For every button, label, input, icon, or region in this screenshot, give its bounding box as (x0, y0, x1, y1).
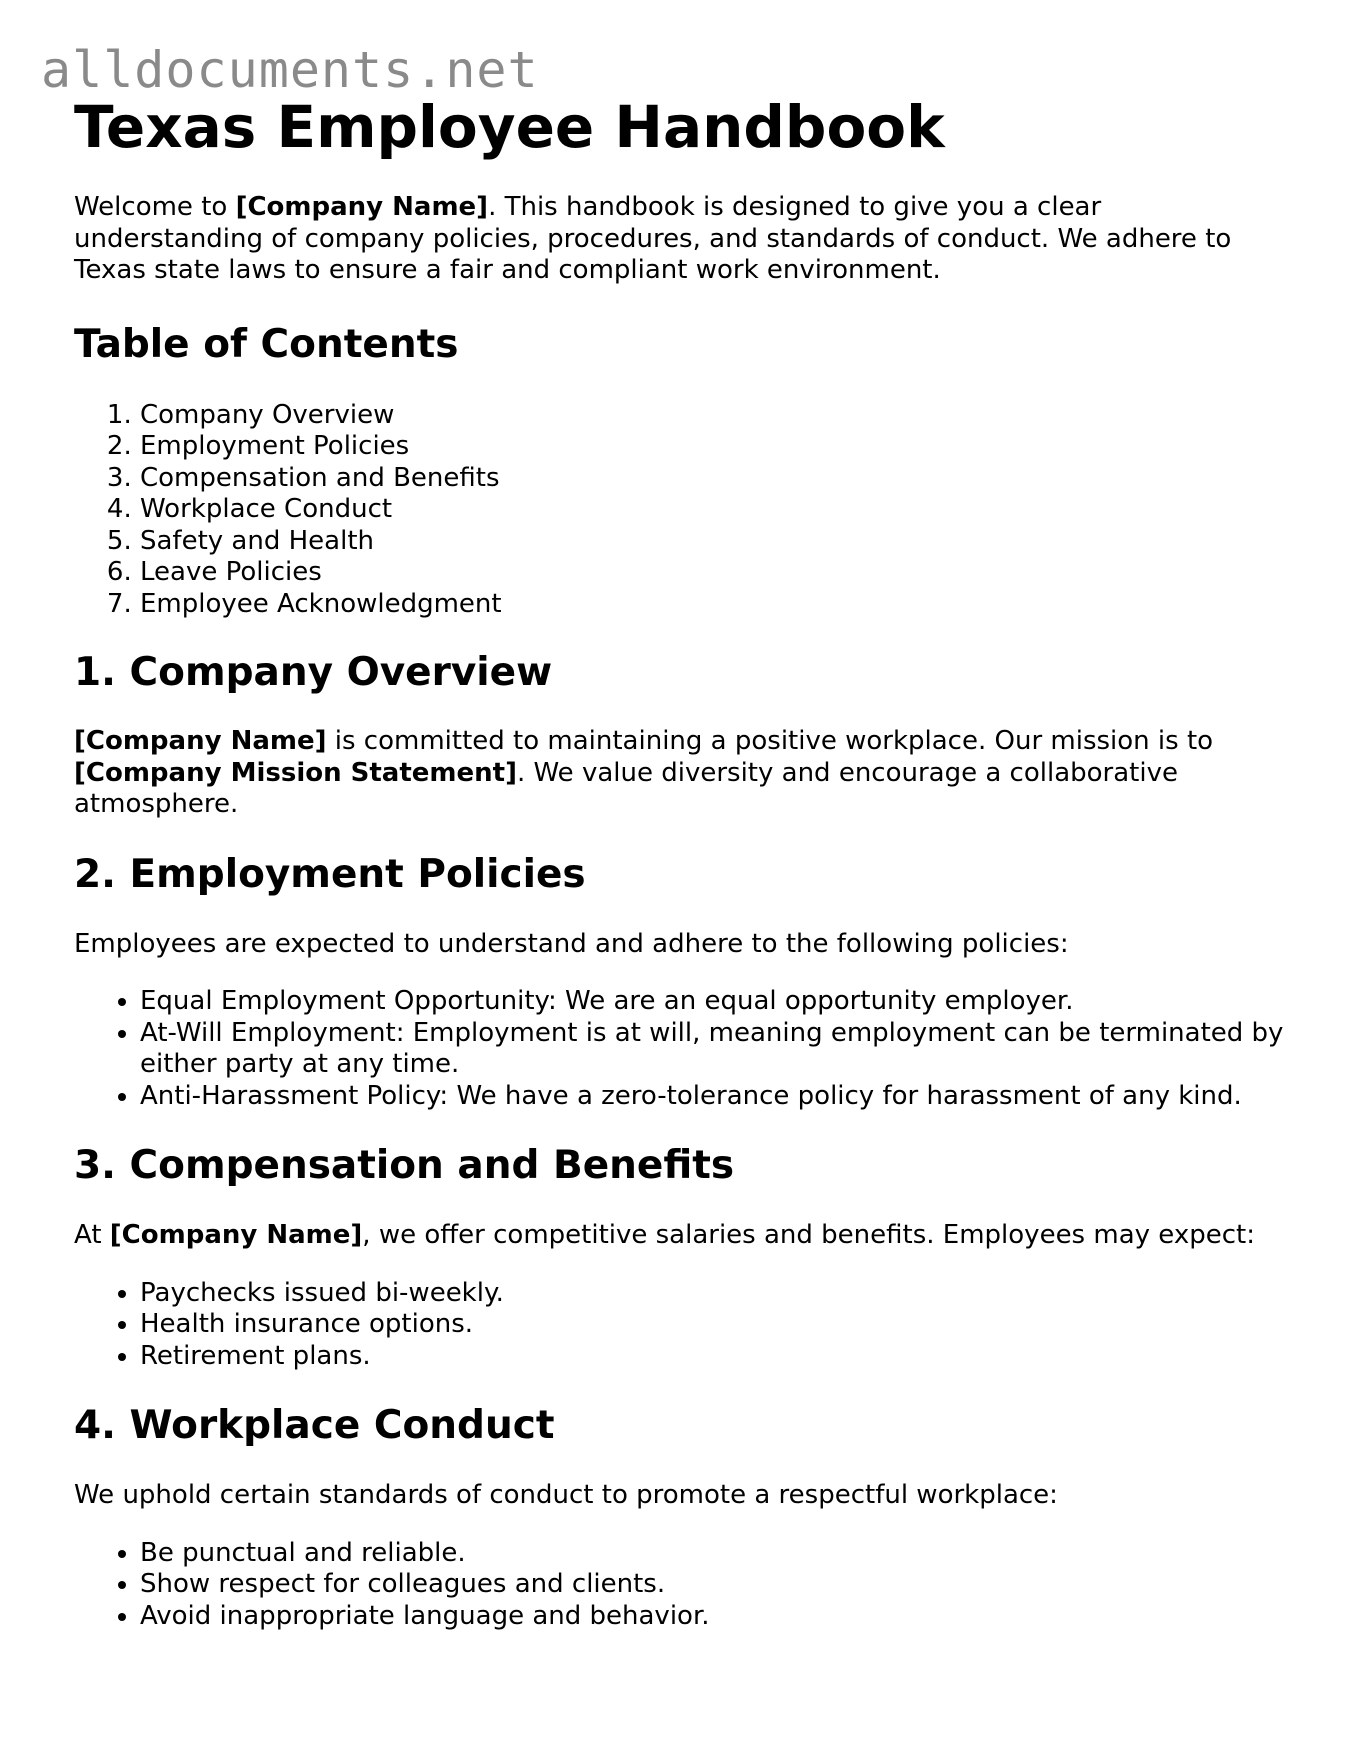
compensation-prefix: At (74, 1220, 110, 1250)
toc-item: 6. Leave Policies (140, 557, 1294, 589)
toc-item: 5. Safety and Health (140, 526, 1294, 558)
section-heading-company-overview: 1. Company Overview (74, 650, 553, 695)
intro-prefix: Welcome to (74, 192, 236, 222)
watermark: alldocuments.net (41, 41, 539, 99)
company-overview-text-b: . We value diversity and encourage a collaborative atmosphere. (74, 757, 1178, 819)
document-title: Texas Employee Handbook (74, 93, 945, 161)
workplace-conduct-list (74, 1538, 1294, 1633)
compensation-list (74, 1278, 1294, 1373)
mission-statement-placeholder: [Company Mission Statement] (74, 757, 517, 788)
toc-list (74, 400, 1294, 621)
section-heading-employment-policies: 2. Employment Policies (74, 851, 586, 897)
company-name-placeholder: [Company Name] (74, 726, 327, 756)
list-item: • Paychecks issued bi-weekly. (140, 1278, 1294, 1310)
list-item: • Show respect for colleagues and clients. (140, 1569, 1294, 1601)
company-overview-paragraph (74, 726, 1294, 821)
list-item: • Anti-Harassment Policy: We have a zero-tolerance policy for harassment of any kind. (140, 1081, 1294, 1113)
employment-policies-paragraph: Employees are expected to understand and adhere to the following policies: (74, 928, 1069, 959)
employment-policies-list (74, 986, 1294, 1112)
toc-item: 3. Compensation and Benefits (140, 463, 1294, 495)
toc-item: 4. Workplace Conduct (140, 494, 1294, 526)
list-item: • Equal Employment Opportunity: We are an equal opportunity employer. (140, 986, 1294, 1018)
document-page (74, 92, 1294, 1632)
section-heading-workplace-conduct: 4. Workplace Conduct (74, 1403, 555, 1448)
section-heading-compensation-benefits: 3. Compensation and Benefits (74, 1143, 735, 1188)
toc-item: 7. Employee Acknowledgment (140, 589, 1294, 621)
toc-item: 1. Company Overview (140, 400, 1294, 432)
intro-suffix: . This handbook is designed to give you a clear understanding of company policies, procedures, and standards of conduct. We adhere to Texas state laws to ensure a fair and compliant work environment. (74, 192, 1232, 285)
list-item: • Be punctual and reliable. (140, 1538, 1294, 1570)
workplace-conduct-paragraph: We uphold certain standards of conduct to promote a respectful workplace: (74, 1480, 1058, 1510)
toc-heading: Table of Contents (74, 321, 459, 367)
toc-item: 2. Employment Policies (140, 431, 1294, 463)
list-item: • At-Will Employment: Employment is at will, meaning employment can be terminated by either party at any time. (140, 1018, 1294, 1081)
company-name-placeholder: [Company Name] (109, 1220, 363, 1250)
list-item: • Health insurance options. (140, 1309, 1294, 1341)
list-item: • Avoid inappropriate language and behavior. (140, 1601, 1294, 1633)
list-item: • Retirement plans. (140, 1341, 1294, 1373)
compensation-suffix: , we offer competitive salaries and benefits. Employees may expect: (362, 1220, 1255, 1250)
company-name-placeholder: [Company Name] (235, 192, 489, 222)
intro-paragraph (74, 192, 1294, 287)
compensation-paragraph (74, 1220, 1294, 1252)
company-overview-text-a: is committed to maintaining a positive workplace. Our mission is to (326, 726, 1214, 756)
